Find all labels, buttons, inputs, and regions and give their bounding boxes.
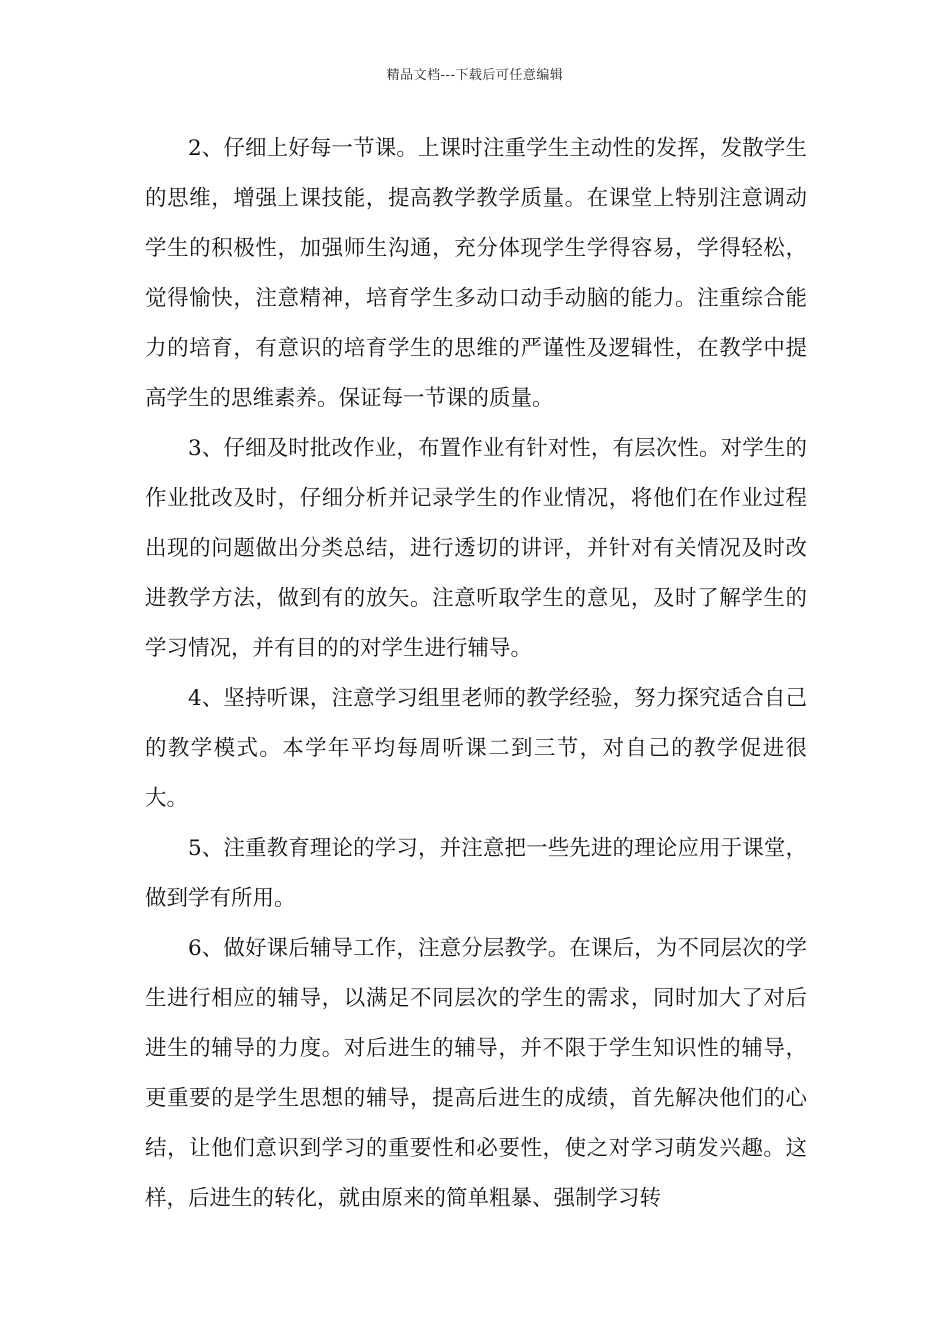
document-body bbox=[145, 124, 807, 1224]
paragraph-item-5: 5、注重教育理论的学习，并注意把一些先进的理论应用于课堂，做到学有所用。 bbox=[145, 836, 807, 911]
paragraph-item-4: 4、坚持听课，注意学习组里老师的教学经验，努力探究适合自己的教学模式。本学年平均每周听课二到三节，对自己的教学促进很大。 bbox=[145, 686, 807, 811]
paragraph-item-3: 3、仔细及时批改作业，布置作业有针对性，有层次性。对学生的作业批改及时，仔细分析并记录学生的作业情况，将他们在作业过程出现的问题做出分类总结，进行透切的讲评，并针对有关情况及时改进教学方法，做到有的放矢。注意听取学生的意见，及时了解学生的学习情况，并有目的的对学生进行辅导。 bbox=[145, 436, 807, 661]
paragraph-item-6: 6、做好课后辅导工作，注意分层教学。在课后，为不同层次的学生进行相应的辅导，以满足不同层次的学生的需求，同时加大了对后进生的辅导的力度。对后进生的辅导，并不限于学生知识性的辅导，更重要的是学生思想的辅导，提高后进生的成绩，首先解决他们的心结，让他们意识到学习的重要性和必要性，使之对学习萌发兴趣。这样，后进生的转化，就由原来的简单粗暴、强制学习转 bbox=[145, 936, 807, 1211]
page-header: 精品文档---下载后可任意编辑 bbox=[386, 68, 564, 83]
paragraph-item-2: 2、仔细上好每一节课。上课时注重学生主动性的发挥，发散学生的思维，增强上课技能，提高教学教学质量。在课堂上特别注意调动学生的积极性，加强师生沟通，充分体现学生学得容易，学得轻松，觉得愉快，注意精神，培育学生多动口动手动脑的能力。注重综合能力的培育，有意识的培育学生的思维的严谨性及逻辑性，在教学中提高学生的思维素养。保证每一节课的质量。 bbox=[145, 136, 807, 411]
